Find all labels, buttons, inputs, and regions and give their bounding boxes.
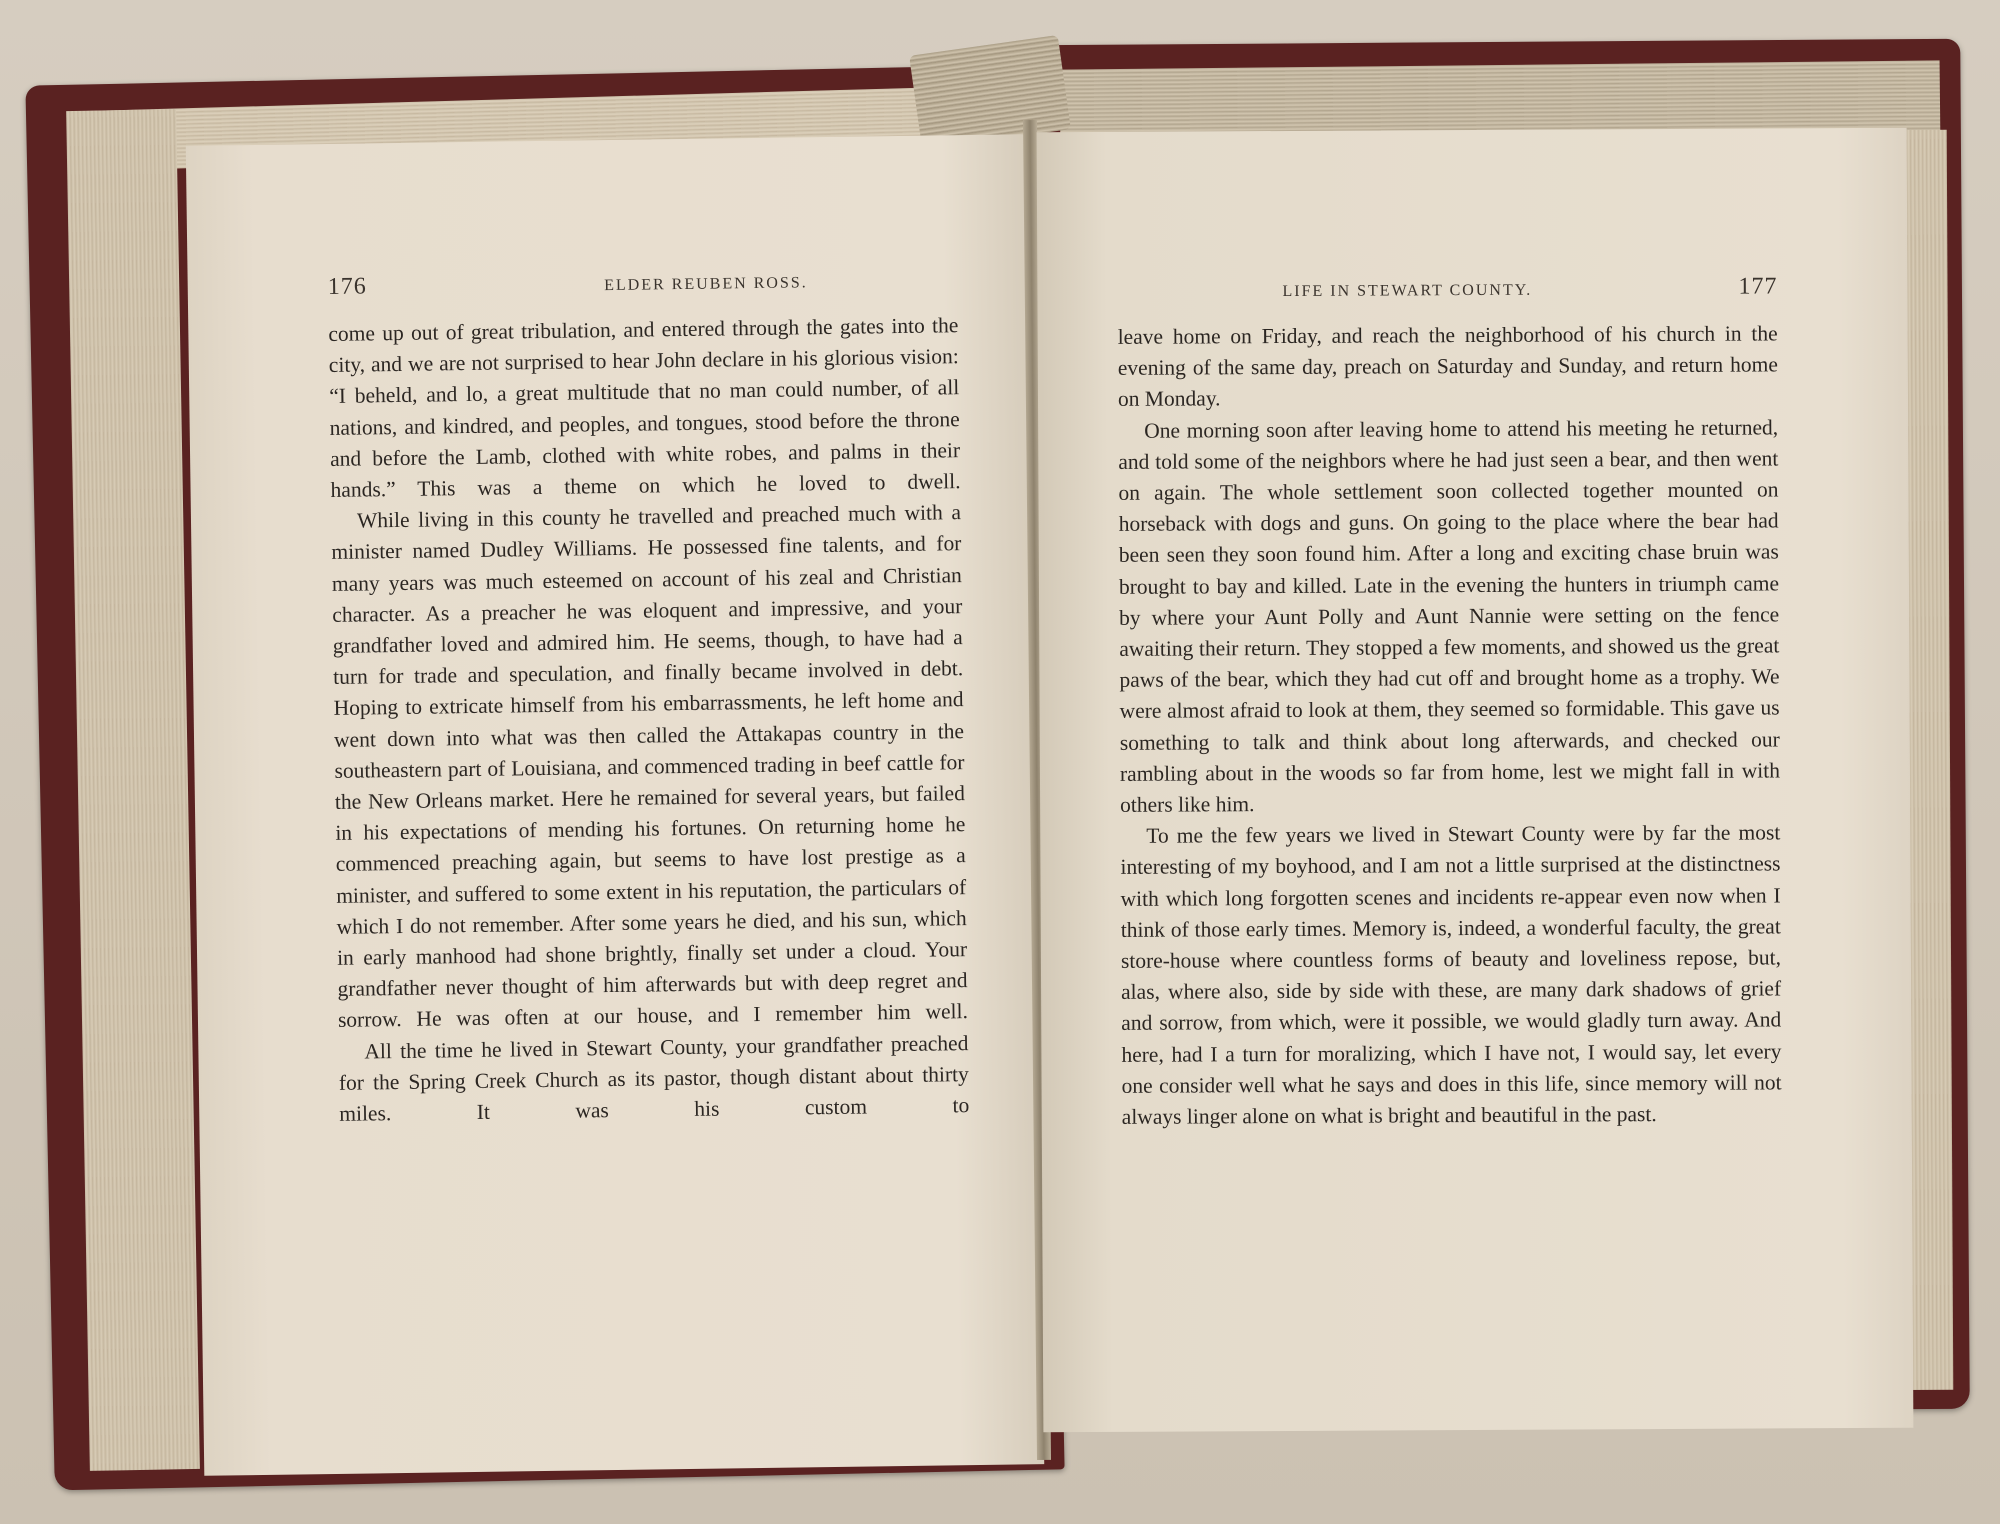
left-running-title: ELDER REUBEN ROSS. — [604, 274, 808, 295]
left-running-head — [328, 265, 958, 301]
right-page-number: 177 — [1738, 273, 1778, 300]
right-page — [1037, 128, 1914, 1433]
left-paragraph-3: All the time he lived in Stewart County, your grandfather preached for the Spring Creek Church as its pastor, though distant about thirty miles. It was his custom to — [338, 1030, 970, 1126]
left-paragraph-2: While living in this county he travelled and preached much with a minister named Dudley Williams. He possessed fine talents, and for many years was much esteemed on account of his zeal and Christian character. As a preacher he was eloquent and impressive, and your grandfather loved and admired him. He seems, though, to have had a turn for trade and speculation, and finally became involved in debt. Hoping to extricate himself from his embarrassments, he left home and went down into what was then called the Attakapas country in the southeastern part of Louisiana, and commenced trading in beef cattle for the New Orleans market. Here he remained for several years, but failed in his expectations of mending his fortunes. On returning home he commenced preaching again, but seems to have lost prestige as a minister, and suffered to some extent in his reputation, the particulars of which I do not remember. After some years he died, and his sun, which in early manhood had shone brightly, finally set under a cloud. Your grandfather never thought of him afterwards but with deep regret and sorrow. He was often at our house, and I remember him well. — [331, 500, 969, 1033]
right-paragraph-2: One morning soon after leaving home to attend his meeting he returned, and told some of the neighbors where he had just seen a bear, and then went on again. The whole settlement soon collected together mounted on horseback with dogs and guns. On going to the place where the bear had been seen they soon found him. After a long and exciting chase bruin was brought to bay and killed. Late in the evening the hunters in triumph came by where your Aunt Polly and Aunt Nannie were setting on the fence awaiting their return. They stopped a few moments, and showed us the great paws of the bear, which they had cut off and brought home as a trophy. We were almost afraid to look at them, they seemed so formidable. This gave us something to talk and think about long afterwards, and checked our rambling about in the woods so far from home, lest we might fall in with others like him. — [1118, 415, 1781, 817]
right-paragraph-3: To me the few years we lived in Stewart County were by far the most interesting of my boyhood, and I am not a little surprised at the distinctness with which long forgotten scenes and incidents re-appear even now when I think of those early times. Memory is, indeed, a wonderful faculty, the great store-house where countless forms of beauty and loveliness repose, but, alas, where also, side by side with these, are many dark shadows of grief and sorrow, from which, were it possible, we would gladly turn away. And here, had I a turn for moralizing, which I have not, I would say, let every one consider well what he says and does in this life, since memory will not always linger alone on what is bright and beautiful in the past. — [1120, 820, 1782, 1129]
right-paragraph-1: leave home on Friday, and reach the neighborhood of his church in the evening of the same day, preach on Saturday and Sunday, and return home on Monday. — [1117, 321, 1778, 412]
left-page-number: 176 — [327, 273, 367, 300]
left-paragraph-1: come up out of great tribulation, and entered through the gates into the city, and we are not surprised to hear John declare in his glorious vision: “I beheld, and lo, a great multitude that no man could number, of all nations, and kindred, and peoples, and tongues, stood before the throne and before the Lamb, clothed with white robes, and palms in their hands.” This was a theme on which he loved to dwell. — [328, 313, 961, 502]
right-running-title: LIFE IN STEWART COUNTY. — [1282, 281, 1533, 301]
right-running-head — [1117, 273, 1777, 303]
left-page — [186, 134, 1044, 1476]
